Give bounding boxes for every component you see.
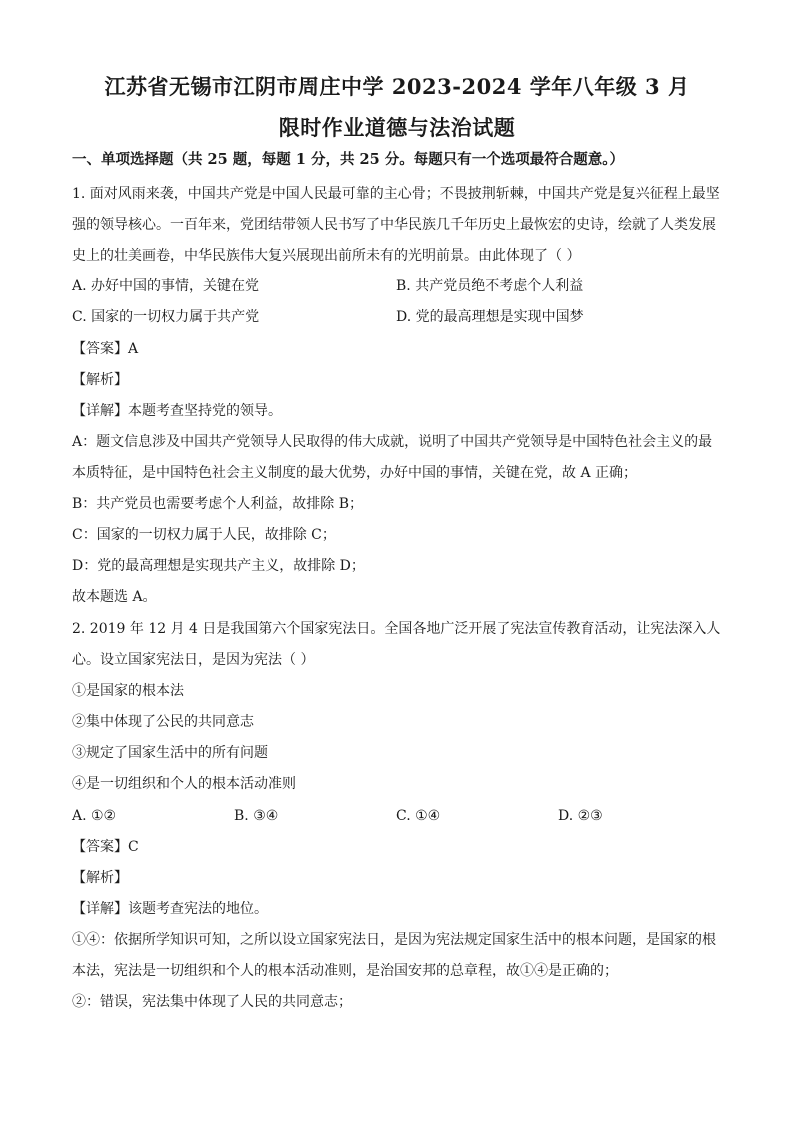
- q2-detail-line: 本法，宪法是一切组织和个人的根本活动准则，是治国安邦的总章程，故①④是正确的；: [72, 963, 618, 979]
- q2-item: ③规定了国家生活中的所有问题: [72, 745, 268, 761]
- q1-detail-line: C：国家的一切权力属于人民，故排除 C；: [72, 527, 336, 543]
- q2-stem-line: 心。设立国家宪法日，是因为宪法（ ）: [72, 652, 315, 668]
- q1-stem-line: 强的领导核心。一百年来，党团结带领人民书写了中华民族几千年历史上最恢宏的史诗，绘就了人类发展: [72, 217, 716, 233]
- q1-detail-line: 故本题选 A。: [72, 589, 157, 605]
- q1-answer: 【答案】A: [72, 341, 139, 357]
- q1-detail-line: 【详解】本题考查坚持党的领导。: [72, 403, 282, 419]
- q1-detail-line: B：共产党员也需要考虑个人利益，故排除 B；: [72, 496, 364, 512]
- q1-option-a: A. 办好中国的事情，关键在党: [72, 278, 260, 294]
- q1-stem-line: 1. 面对风雨来袭，中国共产党是中国人民最可靠的主心骨；不畏披荆斩棘，中国共产党是复兴征程上最坚: [72, 186, 720, 202]
- q1-option-b: B. 共产党员绝不考虑个人利益: [396, 278, 584, 294]
- q2-option-c: C. ①④: [396, 808, 441, 824]
- q1-option-d: D. 党的最高理想是实现中国梦: [396, 309, 584, 325]
- q2-item: ①是国家的根本法: [72, 683, 184, 699]
- q1-detail-line: 本质特征，是中国特色社会主义制度的最大优势，办好中国的事情，关键在党，故 A 正确；: [72, 465, 638, 481]
- q2-option-b: B. ③④: [234, 808, 279, 824]
- q2-answer: 【答案】C: [72, 839, 139, 855]
- q1-detail-line: D：党的最高理想是实现共产主义，故排除 D；: [72, 558, 365, 574]
- q2-detail-line: 【详解】该题考查宪法的地位。: [72, 901, 268, 917]
- q2-option-d: D. ②③: [558, 808, 603, 824]
- q2-item: ④是一切组织和个人的根本活动准则: [72, 776, 296, 792]
- q2-analysis-label: 【解析】: [72, 870, 128, 886]
- q2-detail-line: ②：错误，宪法集中体现了人民的共同意志；: [72, 994, 352, 1010]
- q1-option-c: C. 国家的一切权力属于共产党: [72, 309, 260, 325]
- q2-stem-line: 2. 2019 年 12 月 4 日是我国第六个国家宪法日。全国各地广泛开展了宪法宣传教育活动，让宪法深入人: [72, 621, 721, 637]
- q1-stem-line: 史上的壮美画卷，中华民族伟大复兴展现出前所未有的光明前景。由此体现了（ ）: [72, 248, 581, 264]
- document-title-line2: 限时作业道德与法治试题: [278, 115, 516, 140]
- q1-detail-line: A：题文信息涉及中国共产党领导人民取得的伟大成就，说明了中国共产党领导是中国特色社会主义的最: [72, 434, 713, 450]
- q1-analysis-label: 【解析】: [72, 372, 128, 388]
- q2-item: ②集中体现了公民的共同意志: [72, 714, 254, 730]
- section-heading: 一、单项选择题（共 25 题，每题 1 分，共 25 分。每题只有一个选项最符合题意。）: [72, 151, 624, 168]
- q2-detail-line: ①④：依据所学知识可知，之所以设立国家宪法日，是因为宪法规定国家生活中的根本问题，是国家的根: [72, 932, 716, 948]
- q2-option-a: A. ①②: [72, 808, 117, 824]
- document-title-line1: 江苏省无锡市江阴市周庄中学 2023-2024 学年八年级 3 月: [104, 74, 690, 99]
